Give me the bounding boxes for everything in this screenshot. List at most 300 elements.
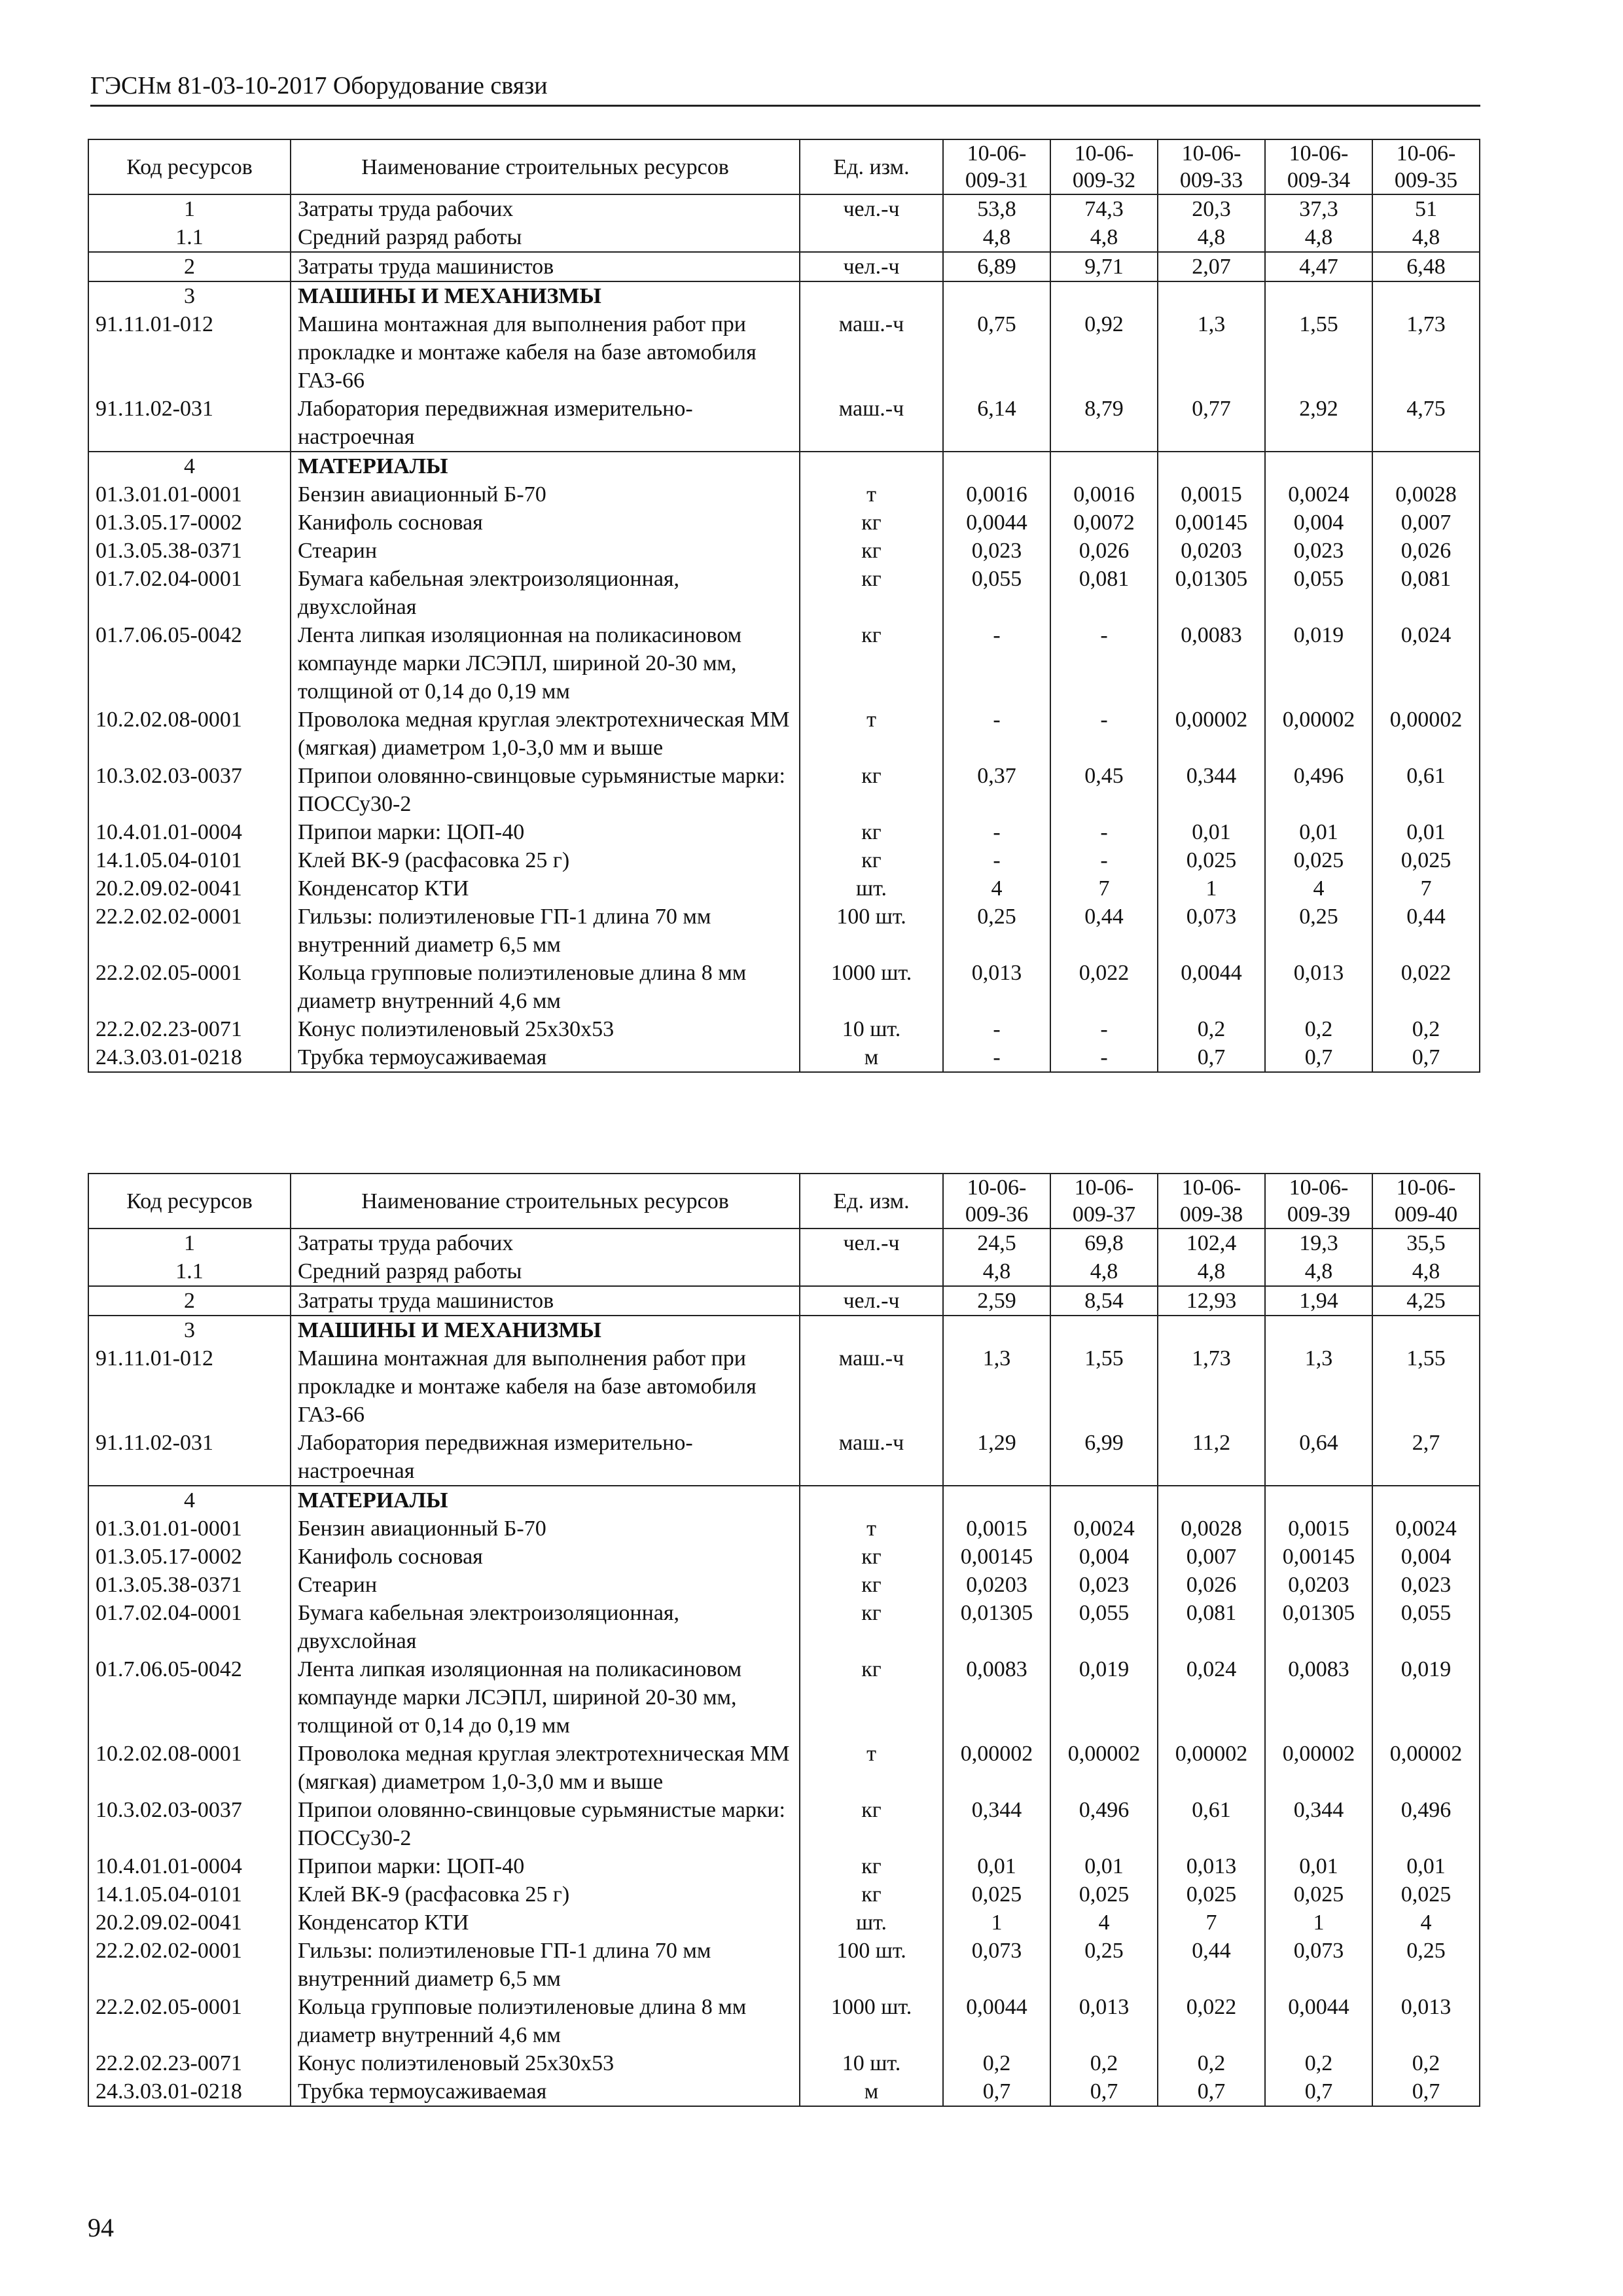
document-title: ГЭСНм 81-03-10-2017 Оборудование связи [90,72,548,99]
resource-value: 0,081 [1158,1599,1265,1655]
resource-value: 0,0083 [1265,1655,1372,1740]
resource-table-2 [88,1173,1479,2107]
resource-unit: 1000 шт. [800,959,943,1015]
resource-value [1158,1316,1265,1344]
resource-value: 0,023 [1372,1571,1480,1599]
resource-value: 1 [943,1909,1050,1937]
resource-value: - [943,706,1050,762]
resource-code: 01.3.05.17-0002 [88,509,291,537]
resource-value: 0,022 [1158,1993,1265,2049]
resource-value: 0,013 [1050,1993,1158,2049]
resource-name: Средний разряд работы [291,1257,800,1286]
resource-value: 35,5 [1372,1229,1480,1257]
resource-value: 0,0015 [943,1515,1050,1543]
resource-value: 4,8 [943,223,1050,252]
resource-unit: шт. [800,1909,943,1937]
resource-name: Лента липкая изоляционная на поликасиновом компаунде марки ЛСЭПЛ, шириной 20-30 мм, толщиной от 0,14 до 0,19 мм [291,621,800,706]
resource-value: - [943,1015,1050,1043]
resource-code: 14.1.05.04-0101 [88,1880,291,1909]
resource-value [1050,452,1158,480]
resource-name: Конус полиэтиленовый 25х30х53 [291,1015,800,1043]
header-unit: Ед. изм. [800,1174,943,1229]
resource-value: 0,023 [1265,537,1372,565]
resource-value: 0,64 [1265,1429,1372,1486]
resource-unit: чел.-ч [800,252,943,281]
header-norm-code: 10-06-009-39 [1265,1174,1372,1229]
resource-value: 0,026 [1050,537,1158,565]
resource-unit: 100 шт. [800,903,943,959]
resource-value: 0,0024 [1265,480,1372,509]
resource-value: 0,7 [943,2077,1050,2106]
resource-unit: т [800,706,943,762]
resource-code: 01.3.05.17-0002 [88,1543,291,1571]
resource-name: Канифоль сосновая [291,509,800,537]
resource-code: 91.11.02-031 [88,395,291,452]
resource-value: 0,073 [1265,1937,1372,1993]
resource-value [1265,1316,1372,1344]
resource-value: 0,00002 [943,1740,1050,1796]
resource-value: 0,022 [1050,959,1158,1015]
resource-value [1050,1316,1158,1344]
resource-value: 0,0015 [1265,1515,1372,1543]
resource-value: - [943,818,1050,846]
resource-name: Проволока медная круглая электротехническая ММ (мягкая) диаметром 1,0-3,0 мм и выше [291,706,800,762]
resource-value: 0,0028 [1158,1515,1265,1543]
resource-name: Клей ВК-9 (расфасовка 25 г) [291,846,800,874]
resource-code: 22.2.02.05-0001 [88,959,291,1015]
resource-value: 1,3 [1158,310,1265,395]
resource-value: 4,8 [1372,223,1480,252]
resource-code: 1.1 [88,1257,291,1286]
resource-unit: маш.-ч [800,1429,943,1486]
resource-value: 4,8 [1372,1257,1480,1286]
resource-unit: кг [800,1655,943,1740]
resource-value: 0,344 [1158,762,1265,818]
resource-value: 0,496 [1050,1796,1158,1852]
resource-value: 0,0016 [943,480,1050,509]
resource-name: Средний разряд работы [291,223,800,252]
resource-value: 69,8 [1050,1229,1158,1257]
resource-value: 6,89 [943,252,1050,281]
resource-value [1158,452,1265,480]
table-row [88,706,1480,762]
table-row [88,2077,1480,2106]
resource-name: Стеарин [291,537,800,565]
resource-code: 4 [88,1486,291,1515]
table-row [88,395,1480,452]
resource-value: 0,00002 [1158,1740,1265,1796]
resource-value: - [943,1043,1050,1072]
table-row [88,1993,1480,2049]
resource-code: 1 [88,194,291,223]
resource-value: 20,3 [1158,194,1265,223]
header-norm-code: 10-06-009-40 [1372,1174,1480,1229]
resource-value: 0,055 [943,565,1050,621]
resource-name: МАТЕРИАЛЫ [291,452,800,480]
resource-name: Конденсатор КТИ [291,874,800,903]
resource-value: - [943,846,1050,874]
resource-code: 10.3.02.03-0037 [88,1796,291,1852]
resource-name: МАШИНЫ И МЕХАНИЗМЫ [291,281,800,310]
table-row [88,1257,1480,1286]
table-row [88,1937,1480,1993]
resource-code: 4 [88,452,291,480]
resource-value: 4,8 [1265,223,1372,252]
resource-unit: маш.-ч [800,1344,943,1429]
table-row [88,1515,1480,1543]
resource-name: Кольца групповые полиэтиленовые длина 8 мм диаметр внутренний 4,6 мм [291,1993,800,2049]
resource-value: 24,5 [943,1229,1050,1257]
table-row [88,310,1480,395]
resource-value: 0,025 [1158,1880,1265,1909]
resource-value: 4 [1372,1909,1480,1937]
table-row [88,223,1480,252]
resource-unit: чел.-ч [800,1229,943,1257]
resource-value: 0,2 [1265,1015,1372,1043]
resource-value: 6,99 [1050,1429,1158,1486]
resource-value: 53,8 [943,194,1050,223]
resource-unit [800,223,943,252]
table-row [88,2049,1480,2077]
table-row [88,846,1480,874]
resource-table-1 [88,139,1479,1073]
resource-value: 0,45 [1050,762,1158,818]
resource-value: 0,01305 [1158,565,1265,621]
resource-value: 0,0203 [943,1571,1050,1599]
header-norm-code: 10-06-009-33 [1158,139,1265,194]
resource-value: 1,73 [1372,310,1480,395]
resource-unit: кг [800,1571,943,1599]
resource-value: 0,7 [1265,1043,1372,1072]
resource-value: 0,75 [943,310,1050,395]
resource-value: 0,44 [1372,903,1480,959]
resource-value [1372,452,1480,480]
resource-value: 0,00145 [1265,1543,1372,1571]
resource-value: 2,92 [1265,395,1372,452]
resource-name: Машина монтажная для выполнения работ при прокладке и монтаже кабеля на базе автомобиля ГАЗ-66 [291,310,800,395]
resource-unit: кг [800,1880,943,1909]
header-norm-code: 10-06-009-37 [1050,1174,1158,1229]
resource-value: 1,29 [943,1429,1050,1486]
table-row [88,621,1480,706]
table-row [88,1571,1480,1599]
resource-value: 0,073 [1158,903,1265,959]
resource-code: 22.2.02.23-0071 [88,1015,291,1043]
resource-value: 0,7 [1265,2077,1372,2106]
resource-value: 0,61 [1158,1796,1265,1852]
resource-value: 0,055 [1372,1599,1480,1655]
header-row [88,1174,1480,1229]
resource-unit: кг [800,818,943,846]
table-row [88,874,1480,903]
resource-value: 0,0072 [1050,509,1158,537]
table-row [88,818,1480,846]
resource-value: 0,0015 [1158,480,1265,509]
resource-code: 10.2.02.08-0001 [88,1740,291,1796]
table-row [88,959,1480,1015]
resource-value: 2,7 [1372,1429,1480,1486]
resource-unit: 10 шт. [800,2049,943,2077]
resource-value: 0,92 [1050,310,1158,395]
resource-unit [800,1316,943,1344]
resource-value: 0,025 [1158,846,1265,874]
resource-name: Припои оловянно-свинцовые сурьмянистые марки: ПОССу30-2 [291,762,800,818]
resource-value: 11,2 [1158,1429,1265,1486]
resource-name: Затраты труда рабочих [291,1229,800,1257]
resource-value: - [1050,818,1158,846]
resource-unit: шт. [800,874,943,903]
resource-value: 0,026 [1372,537,1480,565]
resource-value: 0,7 [1372,2077,1480,2106]
resource-unit: чел.-ч [800,1286,943,1316]
resource-value: 0,01 [1265,1852,1372,1880]
resource-code: 1 [88,1229,291,1257]
resource-value: 4,75 [1372,395,1480,452]
resource-value: 6,14 [943,395,1050,452]
resource-value: 2,07 [1158,252,1265,281]
table-row [88,1796,1480,1852]
resource-code: 3 [88,281,291,310]
resource-value: 0,7 [1158,1043,1265,1072]
page-header [90,71,1480,107]
resource-value: 4,8 [1265,1257,1372,1286]
resource-name: Кольца групповые полиэтиленовые длина 8 мм диаметр внутренний 4,6 мм [291,959,800,1015]
table-row [88,1543,1480,1571]
resource-value [1265,452,1372,480]
resource-value: 0,496 [1372,1796,1480,1852]
resource-value: 0,00145 [943,1543,1050,1571]
resource-unit: т [800,1740,943,1796]
resource-unit: кг [800,1852,943,1880]
resource-unit [800,281,943,310]
resource-unit: м [800,2077,943,2106]
resource-unit: маш.-ч [800,310,943,395]
resource-value: 0,00002 [1265,1740,1372,1796]
resource-code: 01.7.02.04-0001 [88,1599,291,1655]
resource-value: - [943,621,1050,706]
resource-value: 0,023 [943,537,1050,565]
resource-value: 0,2 [1050,2049,1158,2077]
resource-code: 01.7.06.05-0042 [88,621,291,706]
resource-value: 4,8 [1158,1257,1265,1286]
resource-name: Бумага кабельная электроизоляционная, двухслойная [291,1599,800,1655]
resource-name: Затраты труда машинистов [291,252,800,281]
table-row [88,537,1480,565]
table-row [88,1015,1480,1043]
resource-value: 0,0044 [1158,959,1265,1015]
resource-value [1158,1486,1265,1515]
resource-value: 0,61 [1372,762,1480,818]
resource-name: Припои марки: ЦОП-40 [291,818,800,846]
resource-value: 0,01305 [943,1599,1050,1655]
resource-value: 0,025 [1265,846,1372,874]
resource-name: Бензин авиационный Б-70 [291,1515,800,1543]
resource-unit: кг [800,509,943,537]
resource-value: 7 [1158,1909,1265,1937]
resource-value: 0,00002 [1372,706,1480,762]
resource-value: 1,55 [1265,310,1372,395]
resource-value: 0,25 [1372,1937,1480,1993]
resource-table [88,139,1480,1073]
resource-value [1372,281,1480,310]
resource-code: 10.4.01.01-0004 [88,1852,291,1880]
resource-value: 1,73 [1158,1344,1265,1429]
header-norm-code: 10-06-009-36 [943,1174,1050,1229]
resource-value: 0,007 [1158,1543,1265,1571]
resource-code: 91.11.01-012 [88,310,291,395]
header-norm-code: 10-06-009-38 [1158,1174,1265,1229]
resource-name: Бензин авиационный Б-70 [291,480,800,509]
resource-unit: кг [800,621,943,706]
header-norm-code: 10-06-009-34 [1265,139,1372,194]
header-row [88,139,1480,194]
resource-value: - [1050,706,1158,762]
resource-value [943,281,1050,310]
resource-value: 0,7 [1158,2077,1265,2106]
resource-value: 4,8 [1050,223,1158,252]
resource-code: 91.11.02-031 [88,1429,291,1486]
resource-value: 0,37 [943,762,1050,818]
resource-value: 1,55 [1050,1344,1158,1429]
resource-value: 4 [1265,874,1372,903]
resource-value: - [1050,1043,1158,1072]
resource-value: 0,25 [1265,903,1372,959]
resource-value [1372,1316,1480,1344]
resource-value: 0,0203 [1158,537,1265,565]
resource-code: 91.11.01-012 [88,1344,291,1429]
resource-name: Конденсатор КТИ [291,1909,800,1937]
resource-name: Стеарин [291,1571,800,1599]
resource-value: 4,8 [1158,223,1265,252]
resource-value: 0,01 [943,1852,1050,1880]
resource-value: 0,00002 [1050,1740,1158,1796]
resource-unit: кг [800,1599,943,1655]
resource-name: Лента липкая изоляционная на поликасиновом компаунде марки ЛСЭПЛ, шириной 20-30 мм, толщиной от 0,14 до 0,19 мм [291,1655,800,1740]
table-row [88,1229,1480,1257]
resource-value: 0,019 [1372,1655,1480,1740]
resource-name: Припои марки: ЦОП-40 [291,1852,800,1880]
resource-code: 10.3.02.03-0037 [88,762,291,818]
resource-unit: 10 шт. [800,1015,943,1043]
table-row [88,565,1480,621]
table-row [88,509,1480,537]
resource-value: 1 [1265,1909,1372,1937]
resource-unit: кг [800,537,943,565]
resource-code: 20.2.09.02-0041 [88,1909,291,1937]
resource-name: Конус полиэтиленовый 25х30х53 [291,2049,800,2077]
resource-value: 0,024 [1372,621,1480,706]
resource-value: 0,344 [1265,1796,1372,1852]
resource-value: 4,8 [1050,1257,1158,1286]
resource-value: 9,71 [1050,252,1158,281]
resource-code: 2 [88,1286,291,1316]
resource-value: 0,2 [1372,2049,1480,2077]
table-row [88,1344,1480,1429]
table-row [88,1852,1480,1880]
resource-value: 7 [1372,874,1480,903]
table-row [88,1286,1480,1316]
resource-code: 20.2.09.02-0041 [88,874,291,903]
section-row [88,1486,1480,1515]
resource-value: 1,3 [1265,1344,1372,1429]
resource-value [1372,1486,1480,1515]
resource-unit [800,1257,943,1286]
resource-value: 0,0024 [1050,1515,1158,1543]
resource-value: 8,54 [1050,1286,1158,1316]
resource-value: 0,0203 [1265,1571,1372,1599]
section-row [88,452,1480,480]
resource-value [1265,1486,1372,1515]
resource-value: 0,013 [1372,1993,1480,2049]
resource-value: 0,004 [1372,1543,1480,1571]
section-row [88,1316,1480,1344]
resource-value: 8,79 [1050,395,1158,452]
resource-value: 0,013 [1265,959,1372,1015]
resource-name: Канифоль сосновая [291,1543,800,1571]
resource-unit: чел.-ч [800,194,943,223]
resource-value: 0,025 [1372,846,1480,874]
resource-value: 51 [1372,194,1480,223]
resource-value: 12,93 [1158,1286,1265,1316]
resource-unit: 1000 шт. [800,1993,943,2049]
resource-unit: кг [800,762,943,818]
resource-value: 0,081 [1372,565,1480,621]
resource-name: Трубка термоусаживаемая [291,2077,800,2106]
resource-value: 0,2 [943,2049,1050,2077]
header-name: Наименование строительных ресурсов [291,139,800,194]
resource-value: 4 [943,874,1050,903]
resource-value: - [1050,621,1158,706]
header-norm-code: 10-06-009-35 [1372,139,1480,194]
resource-code: 10.4.01.01-0004 [88,818,291,846]
header-name: Наименование строительных ресурсов [291,1174,800,1229]
table-row [88,252,1480,281]
resource-value: 0,25 [1050,1937,1158,1993]
table-row [88,903,1480,959]
resource-value: 0,01305 [1265,1599,1372,1655]
resource-value: 74,3 [1050,194,1158,223]
resource-value: 0,004 [1265,509,1372,537]
resource-value: 0,2 [1158,2049,1265,2077]
resource-code: 24.3.03.01-0218 [88,2077,291,2106]
resource-value: 0,081 [1050,565,1158,621]
table-row [88,1909,1480,1937]
resource-name: Трубка термоусаживаемая [291,1043,800,1072]
resource-value: 102,4 [1158,1229,1265,1257]
resource-value: 0,024 [1158,1655,1265,1740]
resource-value: 2,59 [943,1286,1050,1316]
resource-name: Затраты труда машинистов [291,1286,800,1316]
resource-unit: т [800,480,943,509]
resource-value: 0,44 [1050,903,1158,959]
resource-code: 22.2.02.05-0001 [88,1993,291,2049]
resource-table [88,1173,1480,2107]
resource-code: 24.3.03.01-0218 [88,1043,291,1072]
table-row [88,1880,1480,1909]
resource-value [943,452,1050,480]
resource-value: 0,004 [1050,1543,1158,1571]
header-norm-code: 10-06-009-31 [943,139,1050,194]
resource-code: 10.2.02.08-0001 [88,706,291,762]
resource-value: 0,01 [1372,818,1480,846]
resource-value: 0,025 [1050,1880,1158,1909]
page-number: 94 [88,2213,114,2242]
resource-value: 1,3 [943,1344,1050,1429]
resource-value: 0,019 [1265,621,1372,706]
table-row [88,194,1480,223]
resource-value: 0,2 [1372,1015,1480,1043]
resource-unit: маш.-ч [800,395,943,452]
